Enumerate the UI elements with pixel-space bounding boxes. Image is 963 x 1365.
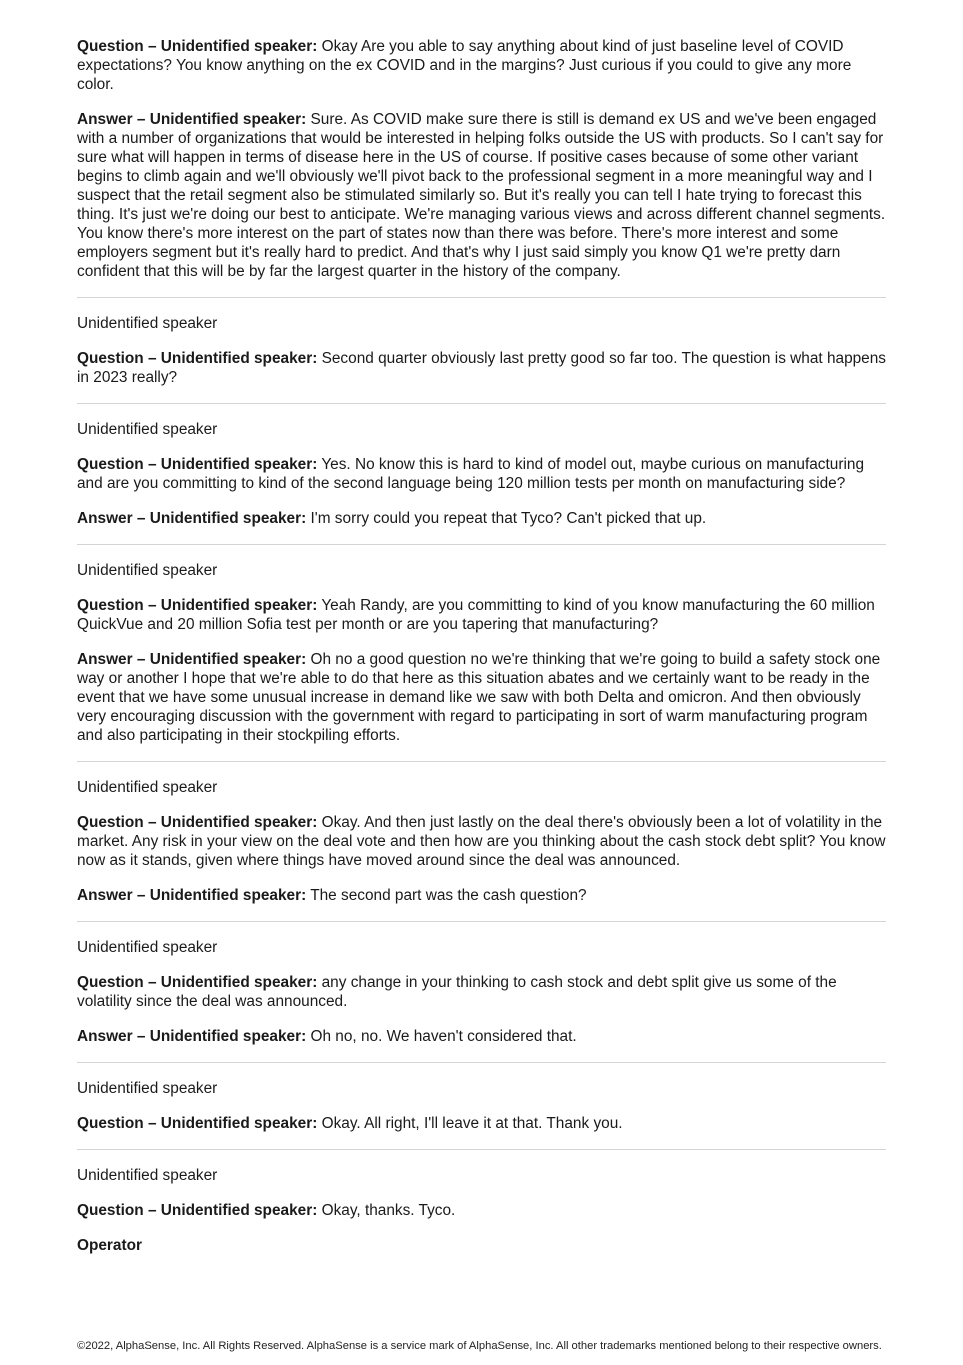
speaker-heading: Unidentified speaker xyxy=(77,779,218,796)
question-label: Question – Unidentified speaker: xyxy=(77,974,318,991)
question-label: Question – Unidentified speaker: xyxy=(77,38,318,55)
copyright-footer: ©2022, AlphaSense, Inc. All Rights Reserved. AlphaSense is a service mark of AlphaSense, Inc. All other trademarks mentioned belong to their respective owners. xyxy=(77,1340,882,1352)
answer-label: Answer – Unidentified speaker: xyxy=(77,111,307,128)
question-paragraph xyxy=(77,349,886,387)
answer-label: Answer – Unidentified speaker: xyxy=(77,510,307,527)
operator-heading: Operator xyxy=(77,1237,142,1254)
question-paragraph xyxy=(77,455,886,493)
question-paragraph xyxy=(77,813,886,870)
speaker-heading: Unidentified speaker xyxy=(77,1167,218,1184)
answer-text: Oh no a good question no we're thinking that we're going to build a safety stock one way or another I hope that we're able to do that here as this situation abates and we certainly want to be ready in the event that we have some unusual increase in demand like we saw with both Delta and omicron. And then obviously very encouraging discussion with the government with regard to participating in sort of warm manufacturing program and also participating in their stockpiling efforts. xyxy=(77,651,881,744)
answer-label: Answer – Unidentified speaker: xyxy=(77,1028,307,1045)
answer-text: Sure. As COVID make sure there is still is demand ex US and we've been engaged with a number of organizations that would be interested in helping folks outside the US with products. So I can't say for sure what will happen in terms of disease here in the US of course. If positive cases because of some other variant begins to climb again and we'll obviously we'll pivot back to the professional segment in a more meaningful way and I suspect that the retail segment also be stimulated similarly so. But it's really you can tell I hate trying to forecast this thing. It's just we're doing our best to anticipate. We're managing various views and across different channel segments. You know there's more interest on the part of states now than there was before. There's more interest and some employers segment but it's really hard to predict. And that's why I just said simply you know Q1 we're pretty darn confident that this will be by far the largest quarter in the history of the company. xyxy=(77,111,886,280)
section-divider xyxy=(77,761,886,762)
speaker-heading: Unidentified speaker xyxy=(77,315,218,332)
section-divider xyxy=(77,1062,886,1063)
answer-label: Answer – Unidentified speaker: xyxy=(77,651,307,668)
section-divider xyxy=(77,544,886,545)
section-divider xyxy=(77,297,886,298)
speaker-heading: Unidentified speaker xyxy=(77,1080,218,1097)
answer-text: Oh no, no. We haven't considered that. xyxy=(310,1028,577,1045)
answer-paragraph xyxy=(77,886,886,905)
question-label: Question – Unidentified speaker: xyxy=(77,456,318,473)
question-text: Yeah Randy, are you committing to kind of you know manufacturing the 60 million QuickVue and 20 million Sofia test per month or are you tapering that manufacturing? xyxy=(77,597,875,633)
answer-paragraph xyxy=(77,1027,886,1046)
question-text: Okay. And then just lastly on the deal there's obviously been a lot of volatility in the market. Any risk in your view on the deal vote and then how are you thinking about the cash stock debt split? You know now as it stands, given where things have moved around since the deal was announced. xyxy=(77,814,886,869)
question-paragraph xyxy=(77,973,886,1011)
section-divider xyxy=(77,1149,886,1150)
answer-paragraph xyxy=(77,110,886,281)
question-paragraph xyxy=(77,596,886,634)
speaker-heading: Unidentified speaker xyxy=(77,562,218,579)
speaker-heading: Unidentified speaker xyxy=(77,421,218,438)
question-label: Question – Unidentified speaker: xyxy=(77,1115,318,1132)
question-paragraph xyxy=(77,1114,886,1133)
answer-text: The second part was the cash question? xyxy=(310,887,587,904)
question-paragraph xyxy=(77,37,886,94)
answer-paragraph xyxy=(77,650,886,745)
question-text: any change in your thinking to cash stock and debt split give us some of the volatility since the deal was announced. xyxy=(77,974,837,1010)
question-label: Question – Unidentified speaker: xyxy=(77,350,318,367)
answer-text: I'm sorry could you repeat that Tyco? Can't picked that up. xyxy=(310,510,707,527)
speaker-heading: Unidentified speaker xyxy=(77,939,218,956)
answer-paragraph xyxy=(77,509,886,528)
section-divider xyxy=(77,403,886,404)
question-text: Second quarter obviously last pretty good so far too. The question is what happens in 2023 really? xyxy=(77,350,886,386)
question-text: Okay, thanks. Tyco. xyxy=(321,1202,456,1219)
question-label: Question – Unidentified speaker: xyxy=(77,1202,318,1219)
question-paragraph xyxy=(77,1201,886,1220)
question-text: Yes. No know this is hard to kind of model out, maybe curious on manufacturing and are you committing to kind of the second language being 120 million tests per month on manufacturing side? xyxy=(77,456,864,492)
question-text: Okay. All right, I'll leave it at that. Thank you. xyxy=(321,1115,623,1132)
transcript-body xyxy=(77,37,886,1255)
section-divider xyxy=(77,921,886,922)
question-label: Question – Unidentified speaker: xyxy=(77,814,318,831)
question-text: Okay Are you able to say anything about kind of just baseline level of COVID expectations? You know anything on the ex COVID and in the margins? Just curious if you could to give any more color. xyxy=(77,38,852,93)
answer-label: Answer – Unidentified speaker: xyxy=(77,887,307,904)
question-label: Question – Unidentified speaker: xyxy=(77,597,318,614)
